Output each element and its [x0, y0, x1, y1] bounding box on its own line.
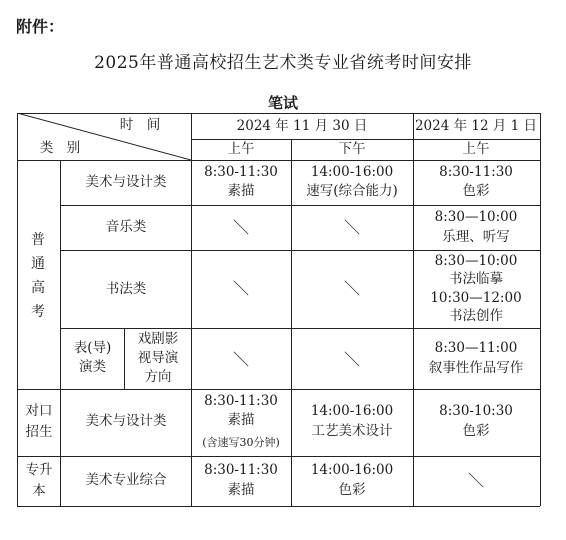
- header-pm-1: 下午: [338, 141, 366, 157]
- cell-time: 8:30—11:00: [434, 340, 518, 356]
- attachment-label: 附件：: [16, 17, 65, 36]
- cell-time: 14:00-16:00: [310, 462, 394, 478]
- cell-subject: 素描: [227, 183, 255, 199]
- cell-time: 8:30—10:00: [434, 253, 518, 269]
- header-category-label: 类 别: [39, 140, 81, 156]
- cell-subject: 乐理、听写: [442, 229, 510, 245]
- empty-cell-slash: ＼: [343, 350, 361, 369]
- row-dui-art-name: 美术与设计类: [85, 413, 167, 429]
- cell-subject: 书法创作: [449, 308, 503, 324]
- document-title: 2025年普通高校招生艺术类专业省统考时间安排: [94, 53, 472, 73]
- cell-subject: 速写(综合能力): [306, 183, 398, 199]
- cell-subject: 素描: [227, 412, 255, 428]
- cell-time: 8:30-11:30: [439, 164, 513, 180]
- empty-cell-slash: ＼: [232, 279, 250, 298]
- row-performance-direction: 戏剧影 视导演 方向: [137, 331, 179, 385]
- empty-cell-slash: ＼: [232, 350, 250, 369]
- empty-cell-slash: ＼: [343, 279, 361, 298]
- cell-subject: 色彩: [462, 423, 490, 439]
- header-am-2: 上午: [462, 141, 490, 157]
- cell-time: 8:30-11:30: [204, 462, 278, 478]
- row-performance-name: 表(导) 演类: [73, 340, 112, 375]
- table-caption: 笔试: [267, 94, 298, 112]
- cell-time: 14:00-16:00: [310, 403, 394, 419]
- empty-cell-slash: ＼: [232, 218, 250, 237]
- cell-subject: 叙事性作品写作: [428, 360, 524, 376]
- group-general-exam: 普 通 高 考: [31, 232, 45, 320]
- row-calligraphy-name: 书法类: [105, 281, 147, 297]
- row-music-name: 音乐类: [105, 219, 147, 235]
- cell-time: 8:30—10:00: [434, 209, 518, 225]
- group-zhuan-sheng-ben: 专升 本: [25, 462, 53, 499]
- header-date-1: 2024 年 11 月 30 日: [236, 118, 368, 134]
- cell-time: 8:30-11:30: [204, 393, 278, 409]
- header-date-2: 2024 年 12 月 1 日: [414, 118, 538, 134]
- cell-time: 8:30-10:30: [439, 403, 513, 419]
- cell-subject: 工艺美术设计: [311, 423, 393, 439]
- cell-time: 14:00-16:00: [310, 164, 394, 180]
- group-dui-kou: 对口 招生: [25, 403, 53, 440]
- cell-subject: 素描: [227, 482, 255, 498]
- cell-subject: 色彩: [338, 482, 366, 498]
- header-time-label: 时 间: [119, 117, 161, 133]
- cell-subject: 色彩: [462, 183, 490, 199]
- empty-cell-slash: ＼: [467, 471, 485, 490]
- cell-subject: 书法临摹: [449, 271, 503, 287]
- cell-time: 8:30-11:30: [204, 164, 278, 180]
- cell-note: (含速写30分钟): [202, 436, 280, 449]
- header-am-1: 上午: [227, 141, 255, 157]
- row-art-design-name: 美术与设计类: [85, 174, 167, 190]
- empty-cell-slash: ＼: [343, 218, 361, 237]
- row-zhuan-art-name: 美术专业综合: [85, 472, 167, 488]
- cell-time: 10:30—12:00: [430, 290, 522, 306]
